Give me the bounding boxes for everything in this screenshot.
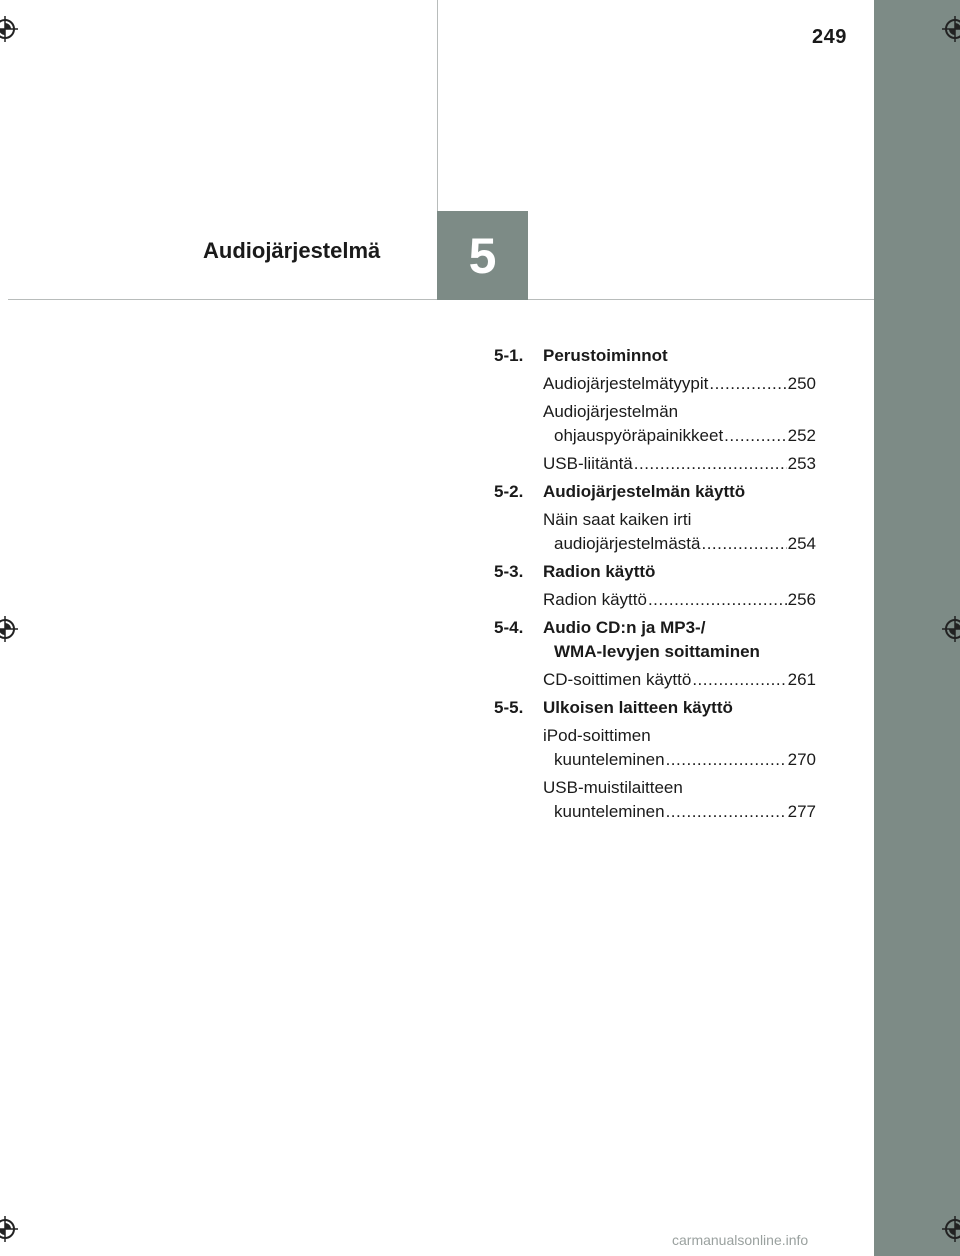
- entry-page: 254: [787, 534, 816, 553]
- section-title: Ulkoisen laitteen käyttö: [543, 698, 733, 717]
- entry-page: 252: [787, 426, 816, 445]
- watermark: carmanualsonline.info: [672, 1232, 809, 1248]
- toc-entry[interactable]: [543, 452, 816, 476]
- section-number: 5-2.: [494, 482, 524, 501]
- leader-dots: [724, 424, 786, 448]
- vertical-rule: [437, 0, 438, 211]
- section-title: Audio CD:n ja MP3-/: [543, 618, 706, 637]
- toc-entry[interactable]: [543, 724, 816, 772]
- chapter-title: Audiojärjestelmä: [203, 238, 381, 263]
- leader-dots: [692, 668, 786, 692]
- toc-entry[interactable]: [543, 588, 816, 612]
- toc-entry[interactable]: [543, 668, 816, 692]
- registration-mark-icon: [942, 616, 960, 642]
- section-title: Perustoiminnot: [543, 346, 668, 365]
- section-number: 5-4.: [494, 618, 524, 637]
- section-number: 5-5.: [494, 698, 524, 717]
- leader-dots: [709, 372, 786, 396]
- entry-page: 277: [787, 802, 816, 821]
- section-number: 5-1.: [494, 346, 524, 365]
- entry-label: USB-liitäntä: [543, 454, 633, 473]
- entry-page: 256: [787, 590, 816, 609]
- leader-dots: [701, 532, 786, 556]
- toc-entry[interactable]: [543, 508, 816, 556]
- entry-label: kuunteleminen: [554, 750, 665, 769]
- toc-entry[interactable]: [543, 400, 816, 448]
- toc-section[interactable]: [494, 560, 816, 584]
- toc-section[interactable]: [494, 696, 816, 720]
- toc-section[interactable]: [494, 616, 816, 664]
- toc-section[interactable]: [494, 480, 816, 504]
- leader-dots: [666, 748, 787, 772]
- entry-label: USB-muistilaitteen: [543, 778, 683, 797]
- entry-page: 261: [787, 670, 816, 689]
- entry-label: iPod-soittimen: [543, 726, 651, 745]
- entry-label: kuunteleminen: [554, 802, 665, 821]
- entry-label: Audiojärjestelmätyypit: [543, 374, 709, 393]
- entry-label: Radion käyttö: [543, 590, 647, 609]
- leader-dots: [648, 588, 787, 612]
- toc-entry[interactable]: [543, 372, 816, 396]
- registration-mark-icon: [942, 16, 960, 42]
- section-title: Radion käyttö: [543, 562, 656, 581]
- entry-page: 253: [787, 454, 816, 473]
- registration-mark-icon: [0, 16, 18, 42]
- registration-mark-icon: [0, 1216, 18, 1242]
- entry-label: ohjauspyöräpainikkeet: [554, 426, 724, 445]
- entry-label: Audiojärjestelmän: [543, 402, 679, 421]
- table-of-contents: [494, 344, 816, 828]
- entry-label: audiojärjestelmästä: [554, 534, 701, 553]
- section-number: 5-3.: [494, 562, 524, 581]
- leader-dots: [666, 800, 787, 824]
- page-number: 249: [812, 26, 847, 48]
- toc-section[interactable]: [494, 344, 816, 368]
- registration-mark-icon: [942, 1216, 960, 1242]
- registration-mark-icon: [0, 616, 18, 642]
- section-title-continued: WMA-levyjen soittaminen: [554, 642, 760, 661]
- entry-page: 250: [787, 374, 816, 393]
- section-title: Audiojärjestelmän käyttö: [543, 482, 746, 501]
- toc-entry[interactable]: [543, 776, 816, 824]
- leader-dots: [634, 452, 787, 476]
- entry-label: CD-soittimen käyttö: [543, 670, 692, 689]
- entry-page: 270: [787, 750, 816, 769]
- entry-label: Näin saat kaiken irti: [543, 510, 692, 529]
- chapter-number-box: 5: [437, 211, 528, 300]
